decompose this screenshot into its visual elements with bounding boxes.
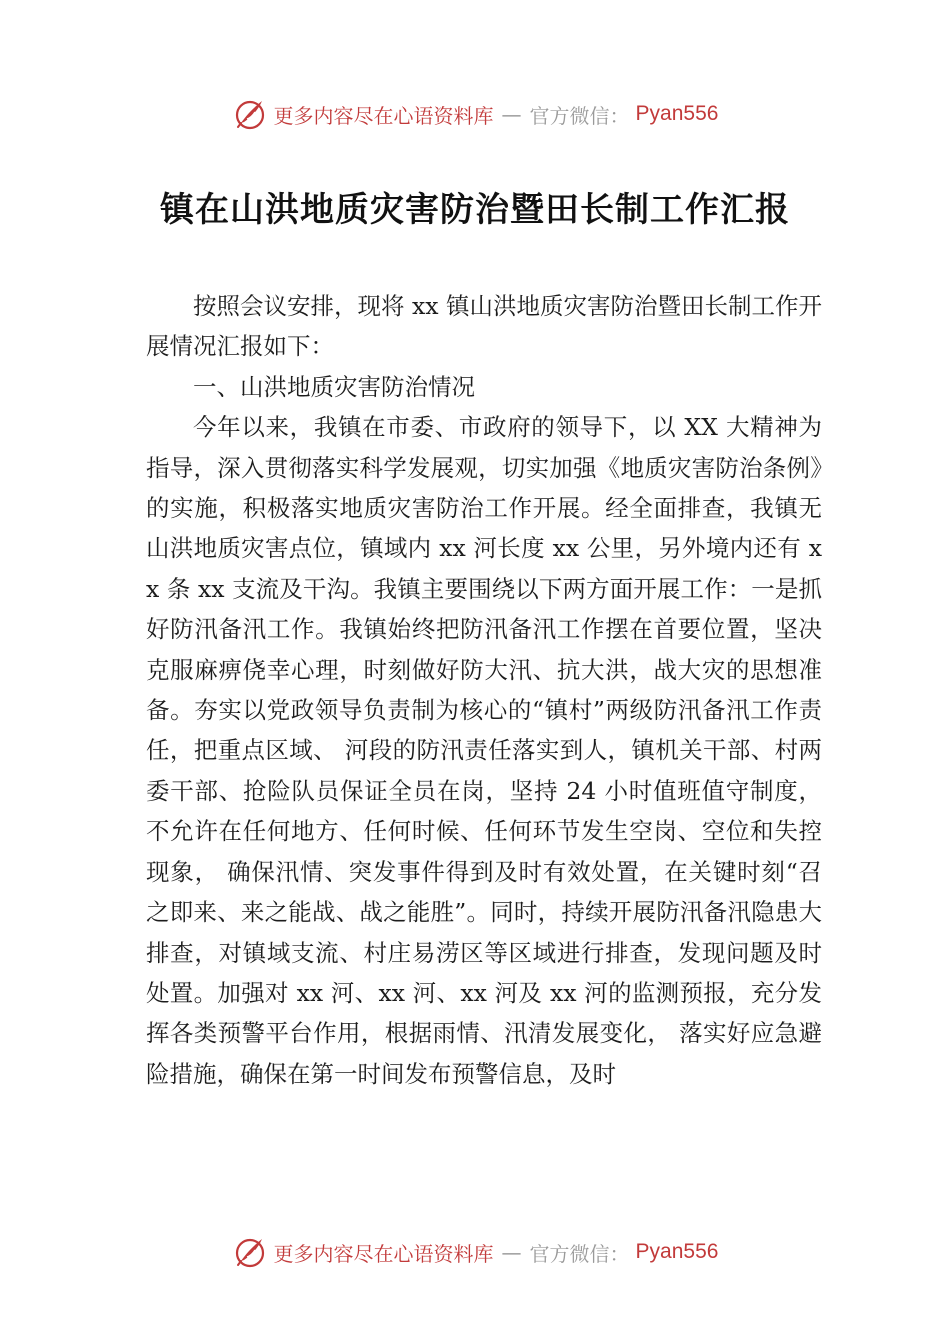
header-banner <box>0 94 950 134</box>
banner-slogan: 更多内容尽在心语资料库 <box>273 103 494 128</box>
paragraph-intro: 按照会议安排，现将 xx 镇山洪地质灾害防治暨田长制工作开展情况汇报如下： <box>146 292 822 361</box>
quill-pen-icon <box>232 96 268 132</box>
banner-wechat-id: Pyan556 <box>635 102 719 125</box>
banner-wechat-label: 官方微信： <box>529 1241 630 1266</box>
banner-slogan: 更多内容尽在心语资料库 <box>273 1241 494 1266</box>
paragraph-body: 今年以来，我镇在市委、市政府的领导下，以 XX 大精神为指导，深入贯彻落实科学发展观，切实加强《地质灾害防治条例》的实施，积极落实地质灾害防治工作开展。经全面排查，我镇无山洪地质灾害点位，镇域内 xx 河长度 xx 公里，另外境内还有 xx 条 xx 支流及干沟。我镇主要围绕以下两方面开展工作：一是抓好防汛备汛工作。我镇始终把防汛备汛工作摆在首要位置，坚决克服麻痹侥幸心理，时刻做好防大汛、抗大洪，战大灾的思想准备。夯实以党政领导负责制为核心的“镇村”两级防汛备汛工作责任，把重点区域、 河段的防汛责任落实到人，镇机关干部、村两委干部、抢险队员保证全员在岗，坚持 24 小时值班值守制度，不允许在任何地方、任何时候、任何环节发生空岗、空位和失控现象， 确保汛情、突发事件得到及时有效处置，在关键时刻“召之即来、来之能战、战之能胜”。同时，持续开展防汛备汛隐患大排查，对镇域支流、村庄易涝区等区域进行排查，发现问题及时处置。加强对 xx 河、xx 河、xx 河及 xx 河的监测预报，充分发挥各类预警平台作用，根据雨情、汛清发展变化， 落实好应急避险措施，确保在第一时间发布预警信息，及时 <box>146 413 822 1088</box>
banner-wechat-id: Pyan556 <box>635 1240 719 1263</box>
banner-wechat-label: 官方微信： <box>529 103 630 128</box>
document-title: 镇在山洪地质灾害防治暨田长制工作汇报 <box>160 190 790 230</box>
banner-dash: — <box>501 1240 522 1264</box>
footer-banner <box>0 1232 950 1272</box>
section-heading: 一、山洪地质灾害防治情况 <box>193 372 475 401</box>
banner-dash: — <box>501 102 522 126</box>
document-body <box>146 286 822 1094</box>
quill-pen-icon <box>232 1234 268 1270</box>
